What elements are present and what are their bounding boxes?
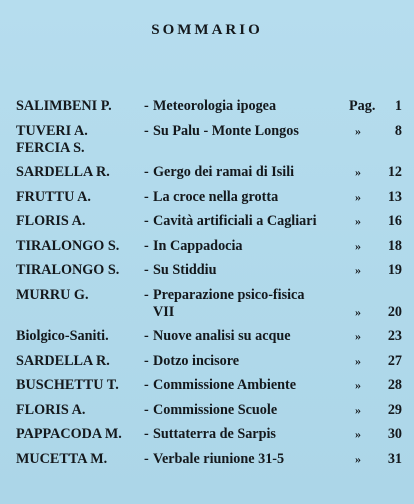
toc-title: Gergo dei ramai di Isili: [153, 164, 295, 180]
toc-title-line: Preparazione psico-fisica: [153, 286, 305, 303]
toc-separator: -: [144, 188, 149, 205]
toc-author: PAPPACODA M.: [16, 426, 122, 442]
toc-ditto-mark: »: [355, 263, 361, 277]
toc-separator: -: [144, 328, 149, 344]
toc-ditto-mark: »: [355, 238, 361, 253]
toc-author: TIRALONGO S.: [16, 237, 120, 254]
toc-page-number: 28: [387, 377, 402, 393]
toc-title-line: VII: [153, 303, 175, 320]
toc-author: FLORIS A.: [16, 401, 86, 418]
toc-row: [16, 98, 404, 115]
toc-title: [153, 287, 359, 321]
toc-ditto-mark: »: [355, 304, 361, 319]
toc-page-number: 27: [387, 352, 402, 369]
toc-title: Commissione Ambiente: [153, 377, 297, 393]
toc-author: MUCETTA M.: [16, 450, 108, 467]
toc-author: SALIMBENI P.: [16, 98, 112, 114]
toc-ditto-mark: »: [355, 378, 361, 392]
toc-page-number: 18: [387, 237, 402, 254]
toc-author-line: FERCIA S.: [16, 139, 85, 156]
toc-author: TIRALONGO S.: [16, 262, 120, 278]
toc-row: [16, 213, 404, 230]
toc-page-label: Pag.: [349, 98, 376, 114]
toc-page-number: 29: [387, 401, 402, 418]
toc-row: [16, 377, 404, 394]
toc-separator: -: [144, 450, 149, 467]
toc-row: [16, 238, 404, 255]
toc-author: BUSCHETTU T.: [16, 377, 119, 393]
toc-title: Dotzo incisore: [153, 352, 240, 369]
toc-ditto-mark: »: [355, 329, 361, 343]
toc-page-number: 23: [387, 328, 402, 344]
toc-page-number: 1: [394, 98, 402, 114]
toc-page-number: 20: [387, 303, 402, 320]
toc-page-number: 19: [387, 262, 402, 278]
toc-author: SARDELLA R.: [16, 352, 110, 369]
page-title: SOMMARIO: [151, 22, 263, 38]
toc-author: Biolgico-Saniti.: [16, 328, 109, 344]
toc-page-number: 12: [387, 164, 402, 180]
toc-author: MURRU G.: [16, 286, 89, 303]
toc-title: La croce nella grotta: [153, 188, 279, 205]
toc-row: [16, 164, 404, 181]
toc-row: [16, 287, 404, 321]
toc-ditto-mark: »: [355, 214, 361, 228]
toc-ditto-mark: »: [355, 402, 361, 417]
toc-title: Su Palu - Monte Longos: [153, 122, 299, 139]
toc-page-number: 31: [387, 450, 402, 467]
toc-row: [16, 402, 404, 419]
toc-author: SARDELLA R.: [16, 164, 110, 180]
toc-ditto-mark: »: [355, 427, 361, 441]
toc-separator: -: [144, 164, 149, 180]
toc-page-number: 13: [387, 188, 402, 205]
toc-row: [16, 189, 404, 206]
toc-ditto-mark: »: [355, 353, 361, 368]
toc-title: Commissione Scuole: [153, 401, 278, 418]
toc-title: In Cappadocia: [153, 237, 243, 254]
toc-title: Verbale riunione 31-5: [153, 450, 285, 467]
toc-separator: -: [144, 352, 149, 369]
toc-ditto-mark: »: [355, 165, 361, 179]
toc-page-number: 16: [387, 213, 402, 229]
toc-separator: -: [144, 237, 149, 254]
toc-row: [16, 426, 404, 443]
toc-separator: -: [144, 262, 149, 278]
toc-row: [16, 353, 404, 370]
table-of-contents: [16, 98, 404, 475]
toc-author: FRUTTU A.: [16, 188, 91, 205]
toc-ditto-mark: »: [355, 123, 361, 138]
toc-separator: -: [144, 286, 149, 303]
toc-title: Cavità artificiali a Cagliari: [153, 213, 317, 229]
toc-author-line: TUVERI A.: [16, 122, 88, 139]
toc-title: Su Stiddiu: [153, 262, 217, 278]
toc-author: [16, 123, 144, 157]
toc-separator: -: [144, 213, 149, 229]
toc-separator: -: [144, 426, 149, 442]
toc-row: [16, 451, 404, 468]
toc-ditto-mark: »: [355, 451, 361, 466]
toc-page-number: 30: [387, 426, 402, 442]
toc-separator: -: [144, 122, 149, 139]
toc-title: Nuove analisi su acque: [153, 328, 291, 344]
toc-row: [16, 123, 404, 157]
toc-separator: -: [144, 377, 149, 393]
toc-ditto-mark: »: [355, 189, 361, 204]
toc-author: FLORIS A.: [16, 213, 86, 229]
toc-title: Suttaterra de Sarpis: [153, 426, 276, 442]
toc-separator: -: [144, 98, 149, 114]
toc-separator: -: [144, 401, 149, 418]
toc-page-number: 8: [394, 122, 402, 139]
toc-row: [16, 328, 404, 345]
toc-row: [16, 262, 404, 279]
toc-title: Meteorologia ipogea: [153, 98, 277, 114]
